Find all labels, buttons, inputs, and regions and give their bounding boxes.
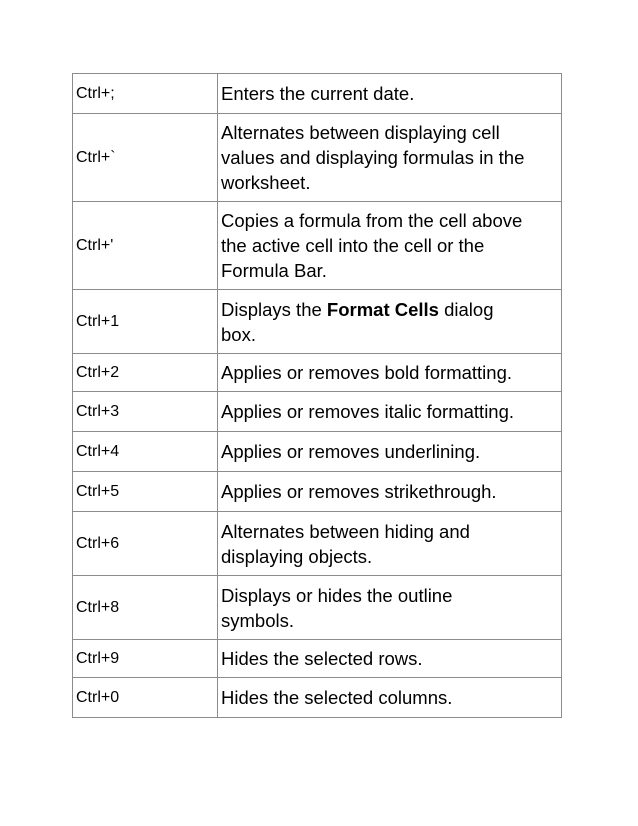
shortcut-description	[218, 202, 562, 290]
shortcut-description	[218, 576, 562, 640]
shortcut-key: Ctrl+;	[73, 74, 218, 114]
shortcut-key: Ctrl+'	[73, 202, 218, 290]
shortcut-description	[218, 354, 562, 392]
description-text: dialog	[438, 298, 494, 320]
shortcut-description	[218, 472, 562, 512]
shortcut-description	[218, 640, 562, 678]
description-line: Alternates between displaying cell	[221, 122, 500, 143]
shortcut-key: Ctrl+0	[73, 678, 218, 718]
shortcut-description	[218, 392, 562, 432]
description-line: box.	[221, 323, 256, 345]
table-row	[73, 472, 562, 512]
shortcut-key: Ctrl+3	[73, 392, 218, 432]
description-line: Applies or removes italic formatting.	[221, 401, 515, 422]
description-line: Alternates between hiding and	[221, 520, 470, 542]
description-line: worksheet.	[221, 172, 311, 193]
table-row	[73, 290, 562, 354]
table-row	[73, 202, 562, 290]
table-row	[73, 74, 562, 114]
shortcut-key: Ctrl+6	[73, 512, 218, 576]
shortcut-key: Ctrl+2	[73, 354, 218, 392]
shortcut-key: Ctrl+1	[73, 290, 218, 354]
shortcut-key: Ctrl+4	[73, 432, 218, 472]
description-line: Applies or removes underlining.	[221, 441, 481, 462]
shortcut-key: Ctrl+`	[73, 114, 218, 202]
description-text: Displays the	[221, 298, 327, 320]
table-row	[73, 640, 562, 678]
table-row	[73, 512, 562, 576]
format-cells-label: Format Cells	[326, 298, 439, 320]
description-line: Formula Bar.	[221, 260, 327, 281]
description-line: the active cell into the cell or the	[221, 235, 485, 256]
table-row	[73, 392, 562, 432]
description-line: displaying objects.	[221, 545, 373, 567]
shortcut-description	[218, 74, 562, 114]
shortcut-key: Ctrl+9	[73, 640, 218, 678]
description-line	[221, 297, 559, 322]
description-line: Enters the current date.	[221, 83, 415, 104]
table-row	[73, 354, 562, 392]
table-row	[73, 678, 562, 718]
description-line: symbols.	[221, 609, 294, 631]
shortcut-description	[218, 114, 562, 202]
description-line: Applies or removes strikethrough.	[221, 481, 497, 502]
description-line: Displays or hides the outline	[221, 584, 453, 606]
description-line: Hides the selected rows.	[221, 648, 423, 669]
description-line: Copies a formula from the cell above	[221, 210, 523, 231]
table-row	[73, 114, 562, 202]
shortcut-description	[218, 678, 562, 718]
shortcut-key: Ctrl+5	[73, 472, 218, 512]
table-row	[73, 432, 562, 472]
shortcut-key: Ctrl+8	[73, 576, 218, 640]
description-line: Applies or removes bold formatting.	[221, 362, 512, 383]
shortcut-table	[72, 73, 562, 718]
description-line: Hides the selected columns.	[221, 687, 453, 708]
shortcut-description	[218, 512, 562, 576]
table-row	[73, 576, 562, 640]
description-line: values and displaying formulas in the	[221, 147, 525, 168]
shortcut-description	[218, 432, 562, 472]
shortcut-description	[218, 290, 562, 354]
